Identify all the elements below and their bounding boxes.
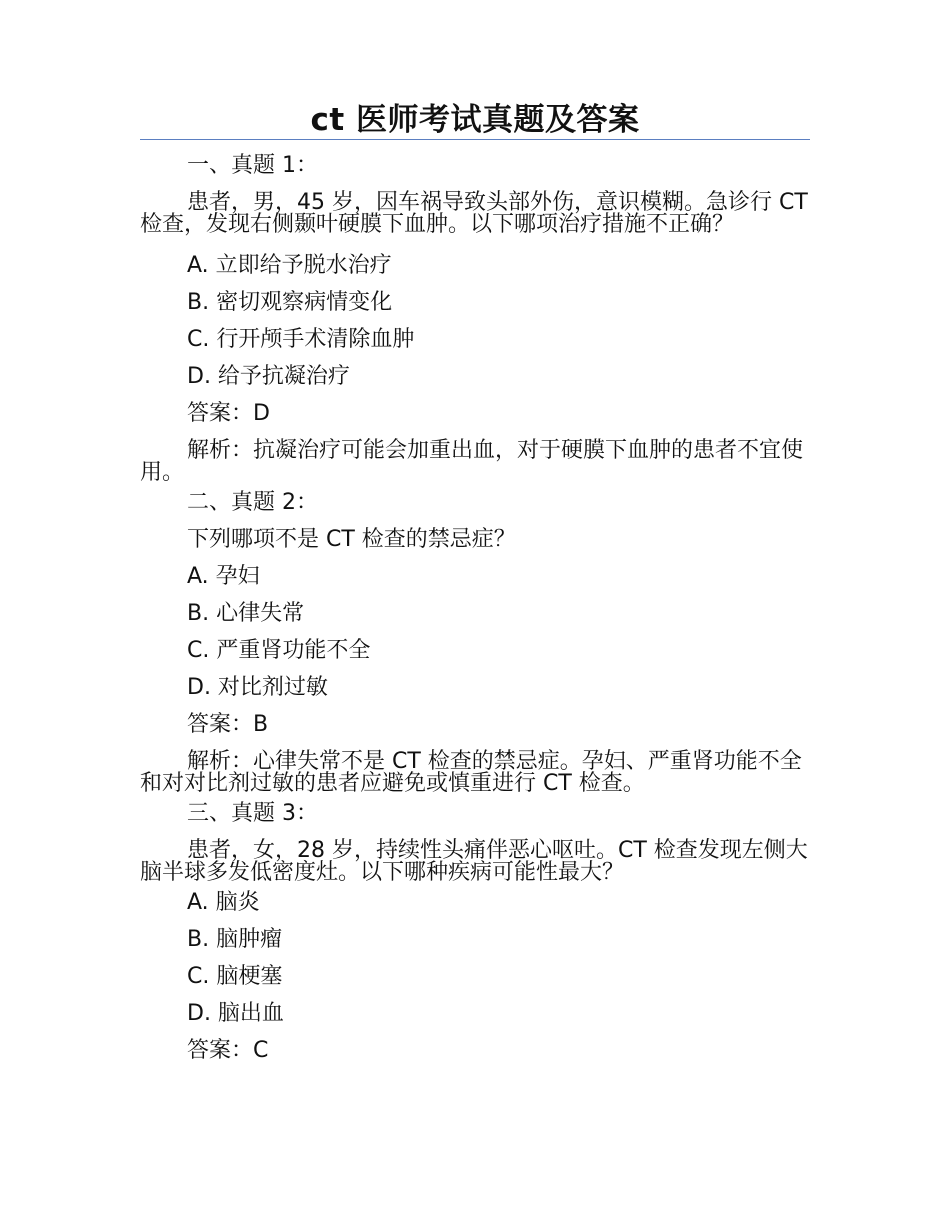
page-title: ct 医师考试真题及答案: [310, 102, 640, 138]
option-d: D. 对比剂过敏: [187, 675, 328, 700]
option-b: B. 心律失常: [187, 601, 305, 626]
section-heading: 一、真题 1：: [187, 153, 318, 178]
option-c: C. 严重肾功能不全: [187, 638, 371, 663]
title-underline: [140, 139, 810, 140]
answer-text: 答案：D: [187, 401, 270, 426]
analysis-text: 解析：抗凝治疗可能会加重出血，对于硬膜下血肿的患者不宜使用。: [140, 438, 804, 485]
section-heading: 二、真题 2：: [187, 490, 318, 515]
option-c: C. 行开颅手术清除血肿: [187, 327, 415, 352]
answer-text: 答案：C: [187, 1038, 269, 1063]
option-c: C. 脑梗塞: [187, 964, 283, 989]
option-d: D. 脑出血: [187, 1001, 284, 1026]
question-text: 患者，男，45 岁，因车祸导致头部外伤，意识模糊。急诊行 CT 检查，发现右侧颞叶硬膜下血肿。以下哪项治疗措施不正确？: [140, 190, 808, 237]
answer-text: 答案：B: [187, 712, 269, 737]
question-text: 下列哪项不是 CT 检查的禁忌症？: [187, 527, 516, 552]
option-a: A. 孕妇: [187, 564, 260, 589]
document-body: [140, 155, 810, 1077]
option-b: B. 密切观察病情变化: [187, 290, 393, 315]
option-d: D. 给予抗凝治疗: [187, 364, 350, 389]
option-a: A. 脑炎: [187, 890, 260, 915]
question-text: 患者，女，28 岁，持续性头痛伴恶心呕吐。CT 检查发现左侧大脑半球多发低密度灶。以下哪种疾病可能性最大？: [140, 838, 808, 885]
option-a: A. 立即给予脱水治疗: [187, 253, 392, 278]
analysis-text: 解析：心律失常不是 CT 检查的禁忌症。孕妇、严重肾功能不全和对对比剂过敏的患者应避免或慎重进行 CT 检查。: [140, 749, 802, 796]
option-b: B. 脑肿瘤: [187, 927, 283, 952]
section-heading: 三、真题 3：: [187, 801, 318, 826]
